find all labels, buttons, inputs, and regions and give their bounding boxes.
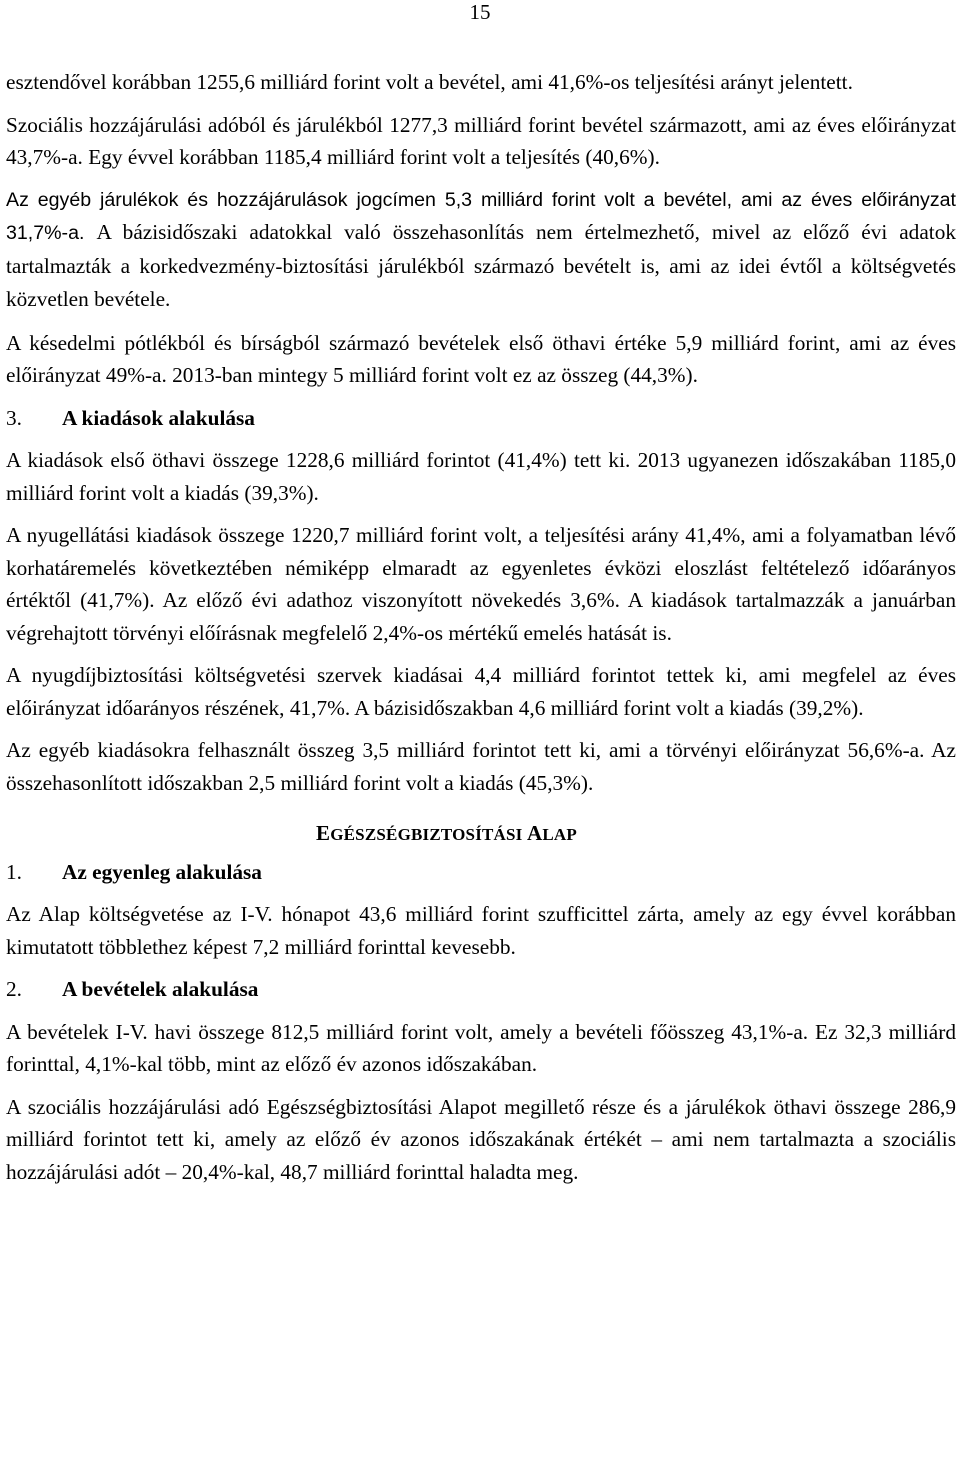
paragraph: A bevételek I-V. havi összege 812,5 milliárd forint volt, amely a bevételi főösszeg 43,1%-a. Ez 32,3 milliárd forinttal, 4,1%-kal több, mint az előző év azonos időszakában. — [6, 1019, 956, 1076]
paragraph: Az Alap költségvetése az I-V. hónapot 43,6 milliárd forint szufficittel zárta, amely az egy évvel korábban kimutatott többlethez képest 7,2 milliárd forinttal kevesebb. — [6, 902, 956, 959]
paragraph: Szociális hozzájárulási adóból és járulékból 1277,3 milliárd forint bevétel származott, ami az éves előirányzat 43,7%-a. Egy évvel korábban 1185,4 milliárd forint volt a teljesítés (40,6%). — [6, 112, 956, 169]
document-body — [6, 66, 956, 1198]
paragraph-sans-text: Az egyéb járulékok és hozzájárulások jogcímen 5,3 milliárd forint volt a bevétel, ami az éves előirányzat 31,7%-a. — [6, 188, 956, 244]
heading-number: 2. — [6, 977, 22, 1001]
section-heading — [6, 402, 956, 435]
fund-title-cap: A — [526, 821, 543, 845]
paragraph: A nyugellátási kiadások összege 1220,7 milliárd forint volt, a teljesítési arány 41,4%, ami a folyamatban lévő korhatáremelés következtében némiképp elmaradt az egyenletes évközi eloszlást feltételező időarányos értéktől (41,7%). Az előző évi adathoz viszonyított növekedés 3,6%. A kiadások tartalmazzák a januárban végrehajtott törvényi előírásnak megfelelő 2,4%-os mértékű emelés hatását is. — [6, 523, 956, 645]
paragraph-serif-text: A bázisidőszaki adatokkal való összehasonlítás nem értelmezhető, mivel az előző évi adatok tartalmazták a korkedvezmény-biztosítási járulékból származó bevételt is, ami az idei évtől a költségvetés közvetlen bevétele. — [6, 220, 956, 311]
heading-title: A kiadások alakulása — [62, 405, 255, 430]
fund-title-text: GÉSZSÉGBIZTOSÍTÁSI — [330, 825, 523, 844]
paragraph: A kiadások első öthavi összege 1228,6 milliárd forintot (41,4%) tett ki. 2013 ugyanezen időszakában 1185,0 milliárd forint volt a kiadás (39,3%). — [6, 448, 956, 505]
heading-number: 1. — [6, 859, 22, 884]
heading-title: A bevételek alakulása — [62, 977, 259, 1001]
heading-title: Az egyenleg alakulása — [62, 859, 262, 884]
page-number: 15 — [469, 0, 491, 24]
fund-title-text: LAP — [542, 825, 577, 844]
heading-number: 3. — [6, 405, 22, 430]
paragraph: esztendővel korábban 1255,6 milliárd forint volt a bevétel, ami 41,6%-os teljesítési arányt jelentett. — [6, 70, 853, 94]
paragraph — [6, 184, 956, 317]
paragraph: A nyugdíjbiztosítási költségvetési szervek kiadásai 4,4 milliárd forintot tettek ki, ami megfelel az éves előirányzat időarányos részének, 41,7%. A bázisidőszakban 4,6 milliárd forint volt a kiadás (39,2%). — [6, 663, 956, 720]
fund-title-cap: E — [316, 821, 331, 845]
section-heading — [6, 973, 956, 1006]
paragraph: A szociális hozzájárulási adó Egészségbiztosítási Alapot megillető része és a járulékok öthavi összege 286,9 milliárd forintot tett ki, amely az előző év azonos időszakának értékét – ami nem tartalmazta a szociális hozzájárulási adót – 20,4%-kal, 48,7 milliárd forinttal haladta meg. — [6, 1094, 956, 1184]
section-heading — [6, 856, 956, 889]
fund-title — [6, 817, 956, 852]
paragraph: A késedelmi pótlékból és bírságból származó bevételek első öthavi értéke 5,9 milliárd forint, ami az éves előirányzat 49%-a. 2013-ban mintegy 5 milliárd forint volt ez az összeg (44,3%). — [6, 330, 956, 387]
paragraph: Az egyéb kiadásokra felhasznált összeg 3,5 milliárd forintot tett ki, ami a törvényi előirányzat 56,6%-a. Az összehasonlított időszakban 2,5 milliárd forint volt a kiadás (45,3%). — [6, 738, 956, 795]
